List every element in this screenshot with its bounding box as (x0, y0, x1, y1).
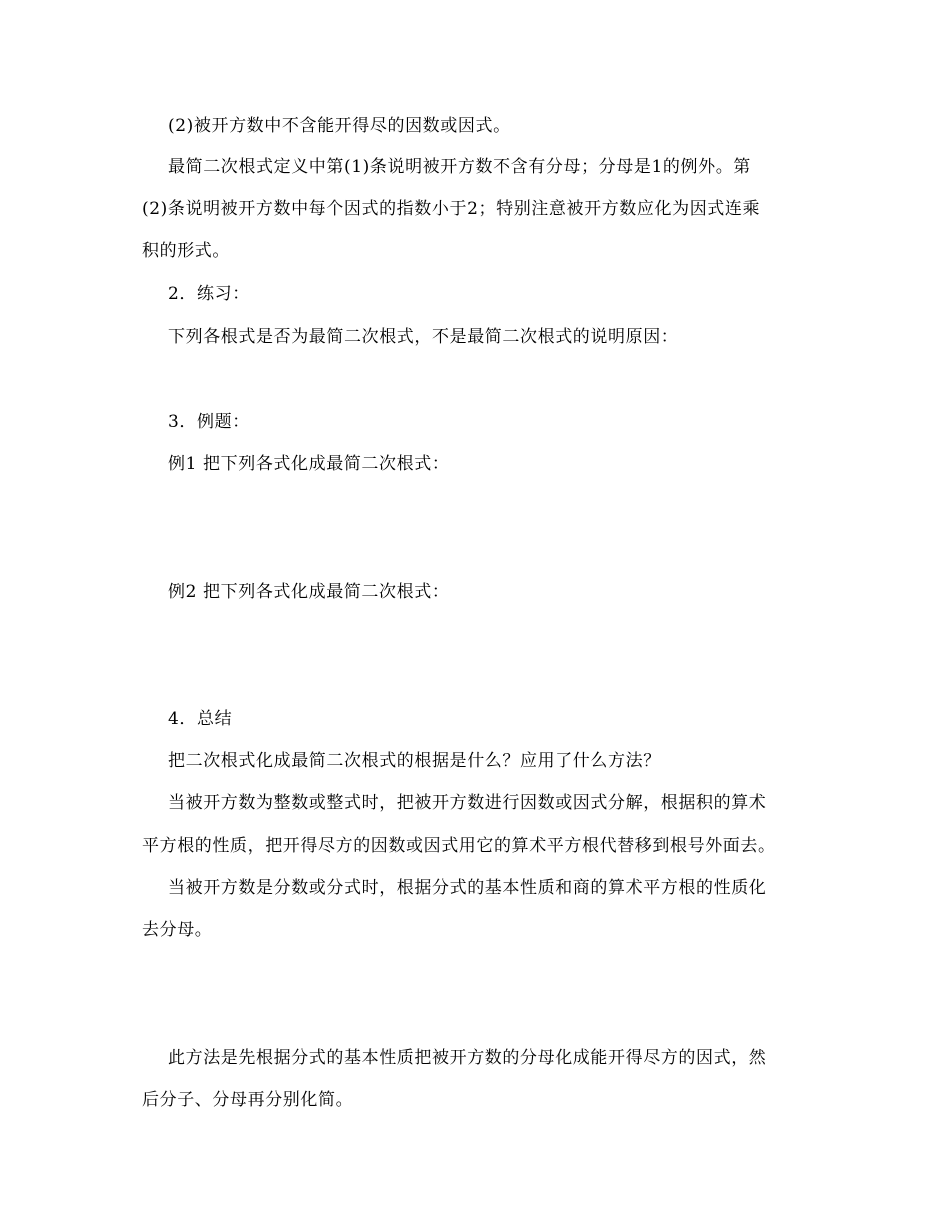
paragraph-line: 当被开方数是分数或分式时，根据分式的基本性质和商的算术平方根的性质化 (168, 878, 767, 898)
section-heading-summary: 4．总结 (168, 709, 233, 729)
example-2-text: 例2 把下列各式化成最简二次根式： (168, 582, 450, 602)
paragraph-line: 积的形式。 (142, 241, 230, 261)
example-1-text: 例1 把下列各式化成最简二次根式： (168, 454, 450, 474)
condition-2-text: (2)被开方数中不含能开得尽的因数或因式。 (168, 116, 511, 136)
summary-question: 把二次根式化成最简二次根式的根据是什么？应用了什么方法？ (168, 751, 661, 771)
paragraph-line: 平方根的性质，把开得尽方的因数或因式用它的算术平方根代替移到根号外面去。 (142, 836, 776, 856)
section-heading-examples: 3．例题： (168, 412, 250, 432)
practice-instruction: 下列各根式是否为最简二次根式，不是最简二次根式的说明原因： (168, 327, 679, 347)
paragraph-line: (2)条说明被开方数中每个因式的指数小于2；特别注意被开方数应化为因式连乘 (142, 199, 761, 219)
paragraph-line: 去分母。 (142, 920, 213, 940)
section-heading-practice: 2．练习： (168, 284, 250, 304)
paragraph-line: 当被开方数为整数或整式时，把被开方数进行因数或因式分解，根据积的算术 (168, 793, 767, 813)
paragraph-line: 后分子、分母再分别化简。 (142, 1090, 354, 1110)
paragraph-line: 此方法是先根据分式的基本性质把被开方数的分母化成能开得尽方的因式，然 (168, 1048, 767, 1068)
paragraph-line: 最简二次根式定义中第(1)条说明被开方数不含有分母；分母是1的例外。第 (168, 157, 751, 177)
